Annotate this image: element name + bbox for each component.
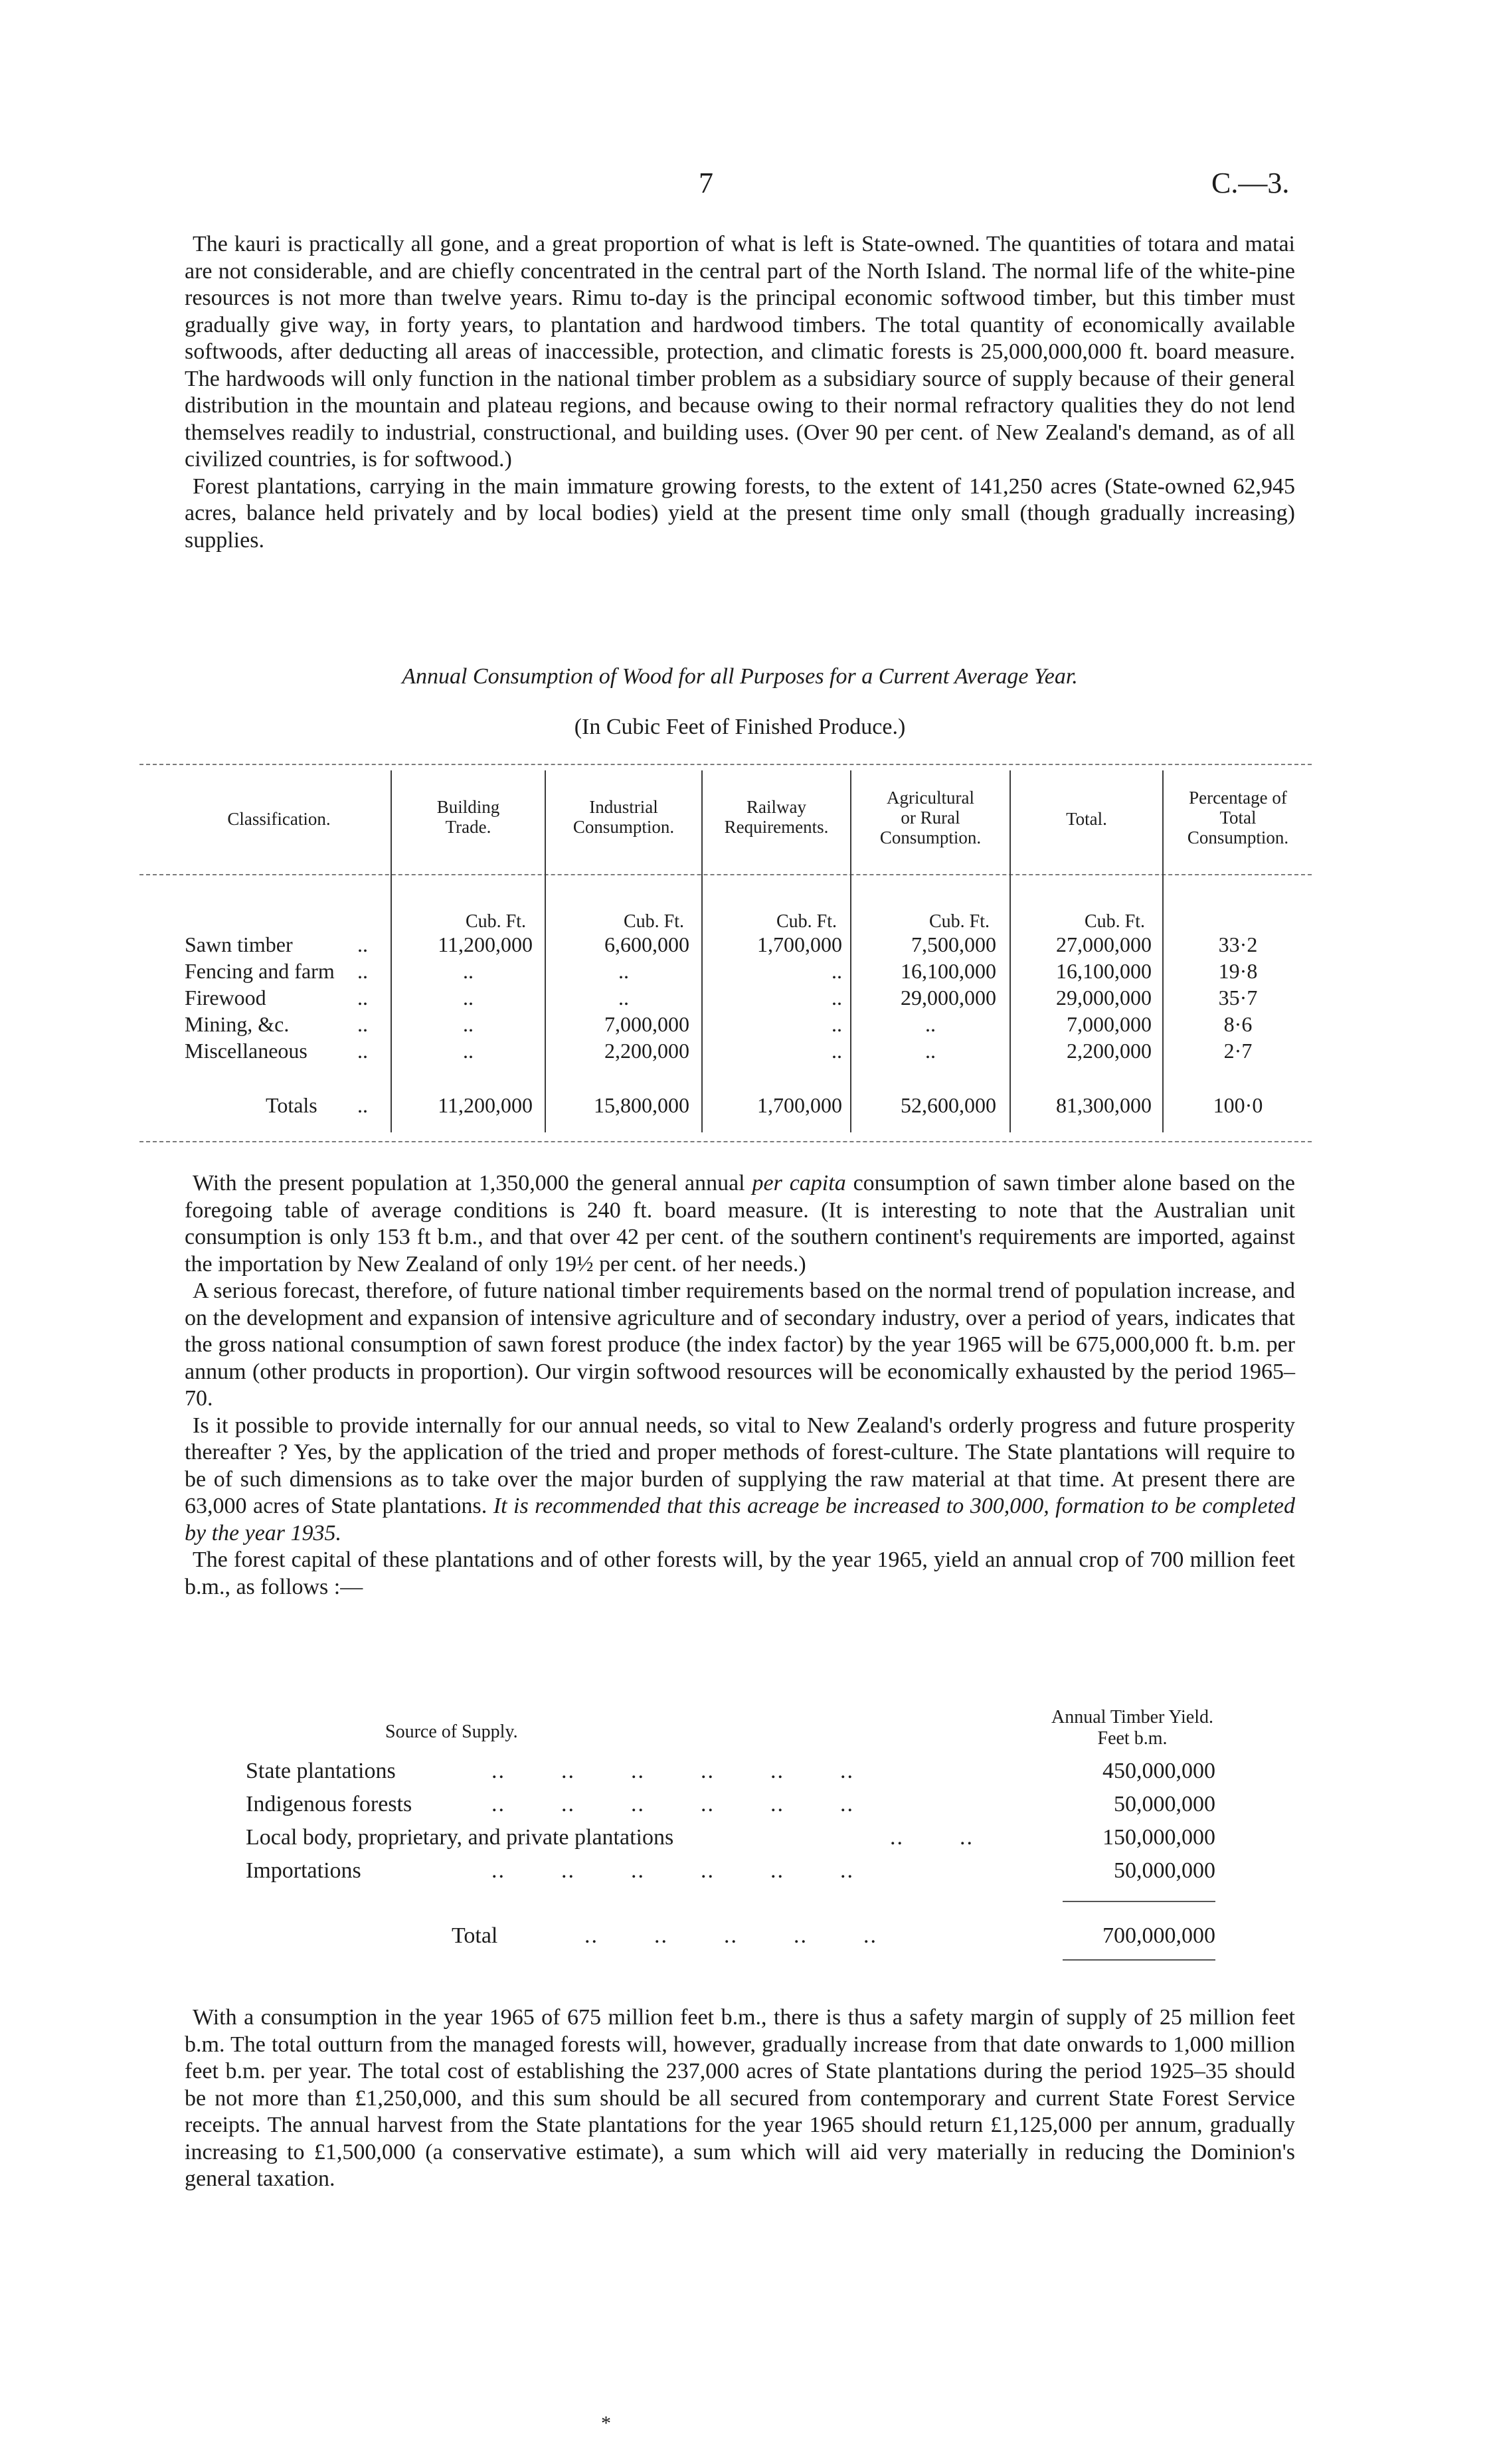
total-rule (1063, 1959, 1215, 1961)
intro-text (185, 231, 1295, 554)
document-code: C.—3. (1211, 167, 1290, 199)
supply-yield-header: Annual Timber Yield. Feet b.m. (1051, 1707, 1213, 1749)
column-divider (1162, 770, 1164, 1132)
supply-source-header: Source of Supply. (385, 1721, 518, 1742)
column-divider (850, 770, 851, 1132)
supply-yield: 150,000,000 (1102, 1825, 1215, 1850)
unit-building: Cub. Ft. (465, 911, 526, 932)
body-paragraph-5: Is it possible to provide internally for our annual needs, so vital to New Zealand's orderly progress and future prosperity thereafter ? Yes, by the application of the tried and proper methods of forest-culture. The State plantations will require to be of such dimensions as to take over the major burden of supplying the raw material at that time. At present there are 63,000 acres of State plantations. It is recommended that this acreage be increased to 300,000, formation to be completed by the year 1935. (185, 1413, 1295, 1545)
supply-source: Importations (246, 1858, 361, 1883)
leader-dots: .. (357, 1093, 368, 1117)
cell-industrial: 6,600,000 (604, 932, 689, 956)
supply-total-row (246, 1923, 1215, 1954)
cell-percent: 35·7 (1218, 986, 1258, 1010)
column-divider (1009, 770, 1011, 1132)
supply-row (246, 1792, 1215, 1822)
body-text (185, 1170, 1295, 1601)
cell-building: 11,200,000 (438, 932, 533, 956)
cell-industrial: 7,000,000 (604, 1012, 689, 1036)
cell-building-leader: .. (463, 1012, 474, 1036)
header-industrial: Industrial Consumption. (572, 797, 675, 837)
supply-total-label: Total (452, 1923, 498, 1948)
header-percentage: Percentage of Total Consumption. (1187, 788, 1289, 847)
cell-total: 7,000,000 (1067, 1012, 1152, 1036)
supply-source: Indigenous forests (246, 1792, 412, 1816)
unit-railway: Cub. Ft. (776, 911, 837, 932)
cell-building-leader: .. (463, 959, 474, 983)
header-building: Building Trade. (436, 797, 500, 837)
leader-dots: .. (357, 959, 368, 983)
column-divider (545, 770, 546, 1132)
leader-dots: .. (357, 1039, 368, 1063)
body-paragraph-6: The forest capital of these plantations and of other forests will, by the year 1965, yield an annual crop of 700 million feet b.m., as follows :— (185, 1547, 1295, 1599)
closing-text (185, 2004, 1295, 2193)
unit-agricultural: Cub. Ft. (928, 911, 990, 932)
cell-railway-leader: .. (832, 959, 842, 983)
page-number: 7 (699, 167, 713, 199)
sum-rule (1063, 1901, 1215, 1902)
leader-dots: .. (357, 986, 368, 1010)
table-bottom-rule (139, 1141, 1312, 1142)
totals-label: Totals (266, 1093, 317, 1117)
cell-percent: 2·7 (1223, 1039, 1253, 1063)
cell-total: 2,200,000 (1067, 1039, 1152, 1063)
table-subtitle: (In Cubic Feet of Finished Produce.) (574, 715, 906, 739)
cell-percent: 33·2 (1218, 932, 1258, 956)
supply-source: State plantations (246, 1759, 396, 1783)
cell-percent: 8·6 (1223, 1012, 1253, 1036)
leader-dots: .. .. .. .. .. .. (491, 1792, 854, 1816)
unit-total: Cub. Ft. (1084, 911, 1145, 932)
body-paragraph-4: A serious forecast, therefore, of future national timber requirements based on the normal trend of population increase, and on the development and expansion of intensive agriculture and of secondary industry, over a period of years, indicates that the gross national consumption of sawn forest produce (the index factor) by the year 1965 will be 675,000,000 ft. b.m. per annum (other products in proportion). Our virgin softwood resources will be economically exhausted by the period 1965–70. (185, 1278, 1295, 1411)
total-agricultural: 52,600,000 (901, 1093, 996, 1117)
leader-dots: .. (357, 1012, 368, 1036)
column-divider (391, 770, 392, 1132)
supply-row (246, 1759, 1215, 1789)
cell-agricultural-leader: .. (925, 1012, 936, 1036)
header-classification: Classification. (227, 809, 331, 829)
cell-agricultural: 29,000,000 (901, 986, 996, 1010)
row-label: Mining, &c. (185, 1012, 290, 1036)
intro-paragraph-1: The kauri is practically all gone, and a great proportion of what is left is State-owned. The quantities of totara and matai are not considerable, and are chiefly concentrated in the central part of the North Island. The normal life of the white-pine resources is not more than twelve years. Rimu to-day is the principal economic softwood timber, but this timber must gradually give way, in forty years, to plantation and hardwood timbers. The total quantity of economically available softwoods, after deducting all areas of inaccessible, protection, and climatic forests is 25,000,000,000 ft. board measure. The hardwoods will only function in the national timber problem as a subsidiary source of supply because of their general distribution in the mountain and plateau regions, and because owing to their normal refractory qualities they do not lend themselves readily to industrial, constructional, and building uses. (Over 90 per cent. of New Zealand's demand, as of all civilized countries, is for softwood.) (185, 232, 1295, 472)
cell-industrial-leader: .. (618, 959, 629, 983)
leader-dots: .. (357, 932, 368, 956)
cell-industrial: 2,200,000 (604, 1039, 689, 1063)
row-label: Fencing and farm (185, 959, 335, 983)
leader-dots: .. .. .. .. .. .. (491, 1759, 854, 1783)
total-total: 81,300,000 (1056, 1093, 1152, 1117)
cell-total: 29,000,000 (1056, 986, 1152, 1010)
cell-agricultural: 7,500,000 (911, 932, 996, 956)
total-percent: 100·0 (1213, 1093, 1263, 1117)
closing-paragraph: With a consumption in the year 1965 of 675 million feet b.m., there is thus a safety margin of supply of 25 million feet b.m. The total outturn from the managed forests will, however, gradually increase from that date onwards to 1,000 million feet b.m. per year. The total cost of establishing the 237,000 acres of State plantations during the period 1925–35 should be not more than £1,250,000, and this sum should be all secured from contemporary and current State Forest Service receipts. The annual harvest from the State plantations for the year 1965 should return £1,125,000 per annum, gradually increasing to £1,500,000 (a conservative estimate), a sum which will aid very materially in reducing the Dominion's general taxation. (185, 2005, 1295, 2191)
italic-per-capita: per capita (752, 1171, 846, 1195)
italic-recommendation: It is recommended that this acreage be increased to 300,000, formation to be completed by the year 1935. (185, 1494, 1295, 1545)
total-railway: 1,700,000 (757, 1093, 842, 1117)
cell-railway-leader: .. (832, 986, 842, 1010)
cell-total: 16,100,000 (1056, 959, 1152, 983)
supply-yield: 50,000,000 (1114, 1858, 1215, 1883)
cell-railway-leader: .. (832, 1012, 842, 1036)
intro-paragraph-2: Forest plantations, carrying in the main immature growing forests, to the extent of 141,250 acres (State-owned 62,945 acres, balance held privately and by local bodies) yield at the present time only small (though gradually increasing) supplies. (185, 474, 1295, 553)
supply-source: Local body, proprietary, and private plantations (246, 1825, 674, 1850)
unit-industrial: Cub. Ft. (623, 911, 684, 932)
leader-dots: .. .. .. .. .. .. (491, 1858, 854, 1883)
footer-mark: * (601, 2412, 611, 2434)
cell-railway-leader: .. (832, 1039, 842, 1063)
header-total: Total. (1066, 809, 1107, 829)
cell-percent: 19·8 (1218, 959, 1258, 983)
leader-dots: .. .. .. .. .. (584, 1923, 877, 1948)
cell-railway: 1,700,000 (757, 932, 842, 956)
total-industrial: 15,800,000 (594, 1093, 689, 1117)
cell-industrial-leader: .. (618, 986, 629, 1010)
total-building: 11,200,000 (438, 1093, 533, 1117)
header-agricultural: Agricultural or Rural Consumption. (879, 788, 982, 847)
cell-building-leader: .. (463, 986, 474, 1010)
leader-dots: .. .. (890, 1825, 974, 1850)
table-title: Annual Consumption of Wood for all Purposes for a Current Average Year. (402, 664, 1078, 689)
body-paragraph-3: With the present population at 1,350,000 the general annual per capita consumption of sawn timber alone based on the foregoing table of average conditions is 240 ft. board measure. (It is interesting to note that the Australian unit consumption is only 153 ft b.m., and that over 42 per cent. of the southern continent's requirements are imported, against the importation by New Zealand of only 19½ per cent. of her needs.) (185, 1171, 1295, 1276)
header-railway: Railway Requirements. (724, 797, 829, 837)
cell-agricultural-leader: .. (925, 1039, 936, 1063)
row-label: Miscellaneous (185, 1039, 307, 1063)
supply-yield: 450,000,000 (1102, 1759, 1215, 1783)
row-label: Sawn timber (185, 932, 293, 956)
row-label: Firewood (185, 986, 266, 1010)
column-divider (701, 770, 703, 1132)
supply-row (246, 1858, 1215, 1889)
supply-row (246, 1825, 1215, 1856)
cell-total: 27,000,000 (1056, 932, 1152, 956)
supply-total-yield: 700,000,000 (1102, 1923, 1215, 1948)
cell-building-leader: .. (463, 1039, 474, 1063)
supply-yield: 50,000,000 (1114, 1792, 1215, 1816)
table-header-rule (139, 874, 1312, 875)
cell-agricultural: 16,100,000 (901, 959, 996, 983)
table-top-rule (139, 764, 1312, 765)
